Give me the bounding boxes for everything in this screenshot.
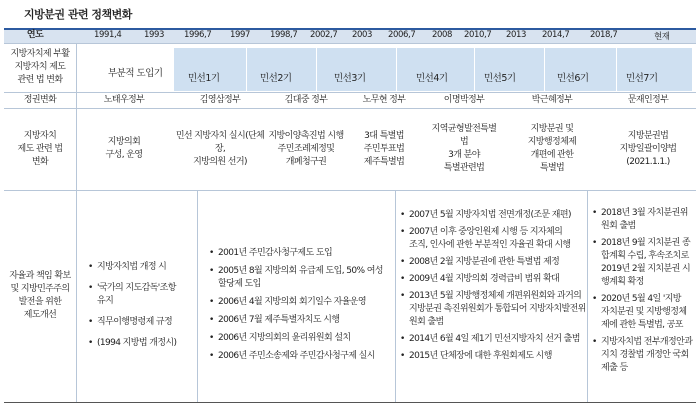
policy-item: • 2008년 2월 지방분권에 관한 특별법 제정 xyxy=(400,256,588,269)
gov-roh-moohyun: 노무현 정부 xyxy=(362,94,406,105)
gov-kim-youngsam: 김영삼정부 xyxy=(199,94,241,105)
label-local-autonomy: 지방자치제 부활 지방자치 제도 관련 법 변화 xyxy=(10,49,70,85)
period-label-term7: 민선7기 xyxy=(626,73,658,84)
header-year: 2013 xyxy=(506,30,527,40)
policy-item: • 2015년 단체장에 대한 후원회제도 시행 xyxy=(400,350,588,363)
policy-item: • 2006년 4월 지방의회 회기일수 자율운영 xyxy=(209,296,395,309)
policy-item: • 2018년 9월 지치분권 종 합계획 수립, 후속조치로 2019년 2월 지치분권 시 행계획 확정 xyxy=(592,237,696,289)
period-label-partial: 부분적 도입기 xyxy=(108,68,163,79)
policy-item: • 2001년 주민감사청구제도 도입 xyxy=(209,247,395,260)
period-label-term3: 민선3기 xyxy=(334,73,366,84)
segment-divider xyxy=(246,46,247,92)
column-divider xyxy=(197,190,198,402)
document-title: 지방분권 관련 정책변화 xyxy=(24,8,132,21)
policy-item: • (1994 지방법 개정시) xyxy=(88,337,196,350)
policy-col-lee-park xyxy=(400,196,588,380)
header-year: 2010,7 xyxy=(464,30,492,40)
policy-item: • 직무이행명령제 규정 xyxy=(88,316,196,329)
header-year: 1996,7 xyxy=(184,30,212,40)
period-label-term2: 민선2기 xyxy=(260,73,292,84)
policy-item: • 지방자치법 개정 시 xyxy=(88,261,196,274)
header-year: 1997 xyxy=(230,30,251,40)
period-label-term5: 민선5기 xyxy=(484,73,516,84)
policy-list-a xyxy=(88,261,196,350)
policy-item: • 2006년 지방의회의 윤리위원회 설치 xyxy=(209,332,395,345)
header-year: 1993 xyxy=(144,30,165,40)
segment-divider xyxy=(616,46,617,92)
policy-item: • 지방자치법 전부개정안과 지치 경찰법 개정안 국회 제출 등 xyxy=(592,336,696,375)
policy-col-roh-kim xyxy=(88,248,196,371)
gov-roh-taewoo: 노태우정부 xyxy=(103,94,145,105)
row-divider xyxy=(4,43,696,44)
policy-item: • 2018년 3월 자치분권위 원회 출범 xyxy=(592,207,696,233)
column-divider xyxy=(395,190,396,402)
law-kim-daejung: 지방이양촉진법 시행 주민조례제정및 개폐청구권 xyxy=(268,130,344,167)
header-year-label: 연도 xyxy=(26,30,44,40)
policy-col-moon xyxy=(592,194,696,392)
header-year: 2006,7 xyxy=(388,30,416,40)
header-year: 2003 xyxy=(352,30,373,40)
policy-list-b xyxy=(209,247,395,363)
policy-list-d xyxy=(592,207,696,375)
policy-item: • 2013년 5월 지방행정체제 개편위원회와 과거의 지방분권 촉진위원회가 통합되어 지방자치발전위 원회 출범 xyxy=(400,290,588,329)
header-year: 1998,7 xyxy=(270,30,298,40)
policy-item: • 2006년 7월 제주특별자치도 시행 xyxy=(209,314,395,327)
law-moon-jaein: 지방분권법 지방일괄이양법 (2021.1.1.) xyxy=(619,130,677,167)
label-government: 정권변화 xyxy=(23,94,57,105)
header-year: 2008 xyxy=(432,30,453,40)
policy-item: • 2009년 4월 지방의회 경력급비 범위 확대 xyxy=(400,273,588,286)
segment-divider xyxy=(396,46,397,92)
segment-divider xyxy=(316,46,317,92)
law-lee-myungbak: 지역균형발전특별 법 3개 분야 특별관련법 xyxy=(431,124,497,173)
gov-kim-daejung: 김대중 정부 xyxy=(284,94,328,105)
label-policy-improvement: 자율과 책임 확보 및 지방민주주의 발전을 위한 제도개선 xyxy=(9,271,71,320)
header-year: 현재 xyxy=(654,32,670,42)
period-label-term4: 민선4기 xyxy=(416,73,448,84)
policy-col-kim-roh xyxy=(209,234,395,381)
policy-item: • 2006년 주민소송제와 주민감사청구제 실시 xyxy=(209,350,395,363)
gov-moon-jaein: 문재인정부 xyxy=(627,94,669,105)
policy-item: • 2005년 8월 지방의회 유급제 도입, 50% 여성 할당제 도입 xyxy=(209,265,395,291)
segment-divider xyxy=(474,46,475,92)
period-label-term1: 민선1기 xyxy=(188,73,220,84)
gov-lee-myungbak: 이명박정부 xyxy=(443,94,485,105)
policy-item: • '국가의 지도감독'조항 유지 xyxy=(88,282,196,308)
law-roh-taewoo: 지방의회 구성, 운영 xyxy=(105,137,143,160)
header-year: 2018,7 xyxy=(590,30,618,40)
row-divider xyxy=(4,190,696,191)
header-year: 2002,7 xyxy=(310,30,338,40)
law-kim-youngsam: 민선 지방자치 실시(단체장, 지방의원 선거) xyxy=(175,130,265,167)
period-label-term6: 민선6기 xyxy=(557,73,589,84)
policy-item: • 2014년 6월 4일 제1기 민선지방자치 선거 출범 xyxy=(400,333,588,346)
law-park-geunhye: 지방분권 및 지방행정체제 개편에 관한 특별법 xyxy=(527,124,577,173)
header-year: 1991,4 xyxy=(94,30,122,40)
policy-item: • 2007년 이후 중앙인원제 시행 등 지자체의 조직, 인사에 관한 부분적인 자율권 확대 시행 xyxy=(400,226,588,252)
header-year: 2014,7 xyxy=(542,30,570,40)
law-roh-moohyun: 3대 특별법 주민투표법 제주특별법 xyxy=(363,130,405,167)
table-bottom xyxy=(4,402,696,403)
segment-divider xyxy=(544,46,545,92)
label-law-change: 지방자치 제도 관련 법 변화 xyxy=(17,130,63,167)
gov-park-geunhye: 박근혜정부 xyxy=(531,94,573,105)
policy-item: • 2020년 5월 4일 '지방 자치분권 및 지방행정체 제에 관한 특별법, 공포 xyxy=(592,293,696,332)
policy-list-c xyxy=(400,209,588,363)
policy-item: • 2007년 5월 지방자치법 전면개정(조문 재편) xyxy=(400,209,588,222)
